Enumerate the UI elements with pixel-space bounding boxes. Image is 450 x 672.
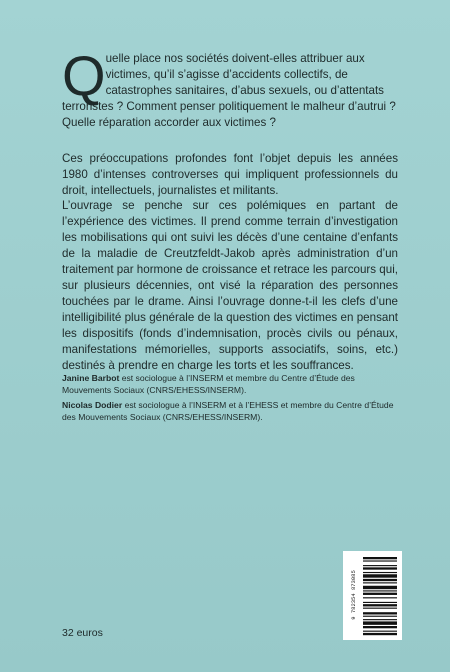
barcode-bar: [363, 567, 397, 569]
barcode-bar: [363, 574, 397, 577]
barcode-bar: [363, 602, 397, 603]
price: 32 euros: [62, 627, 103, 639]
author-name-2: Nicolas Dodier: [62, 400, 123, 410]
barcode-digits: 9 782354 873085: [350, 570, 357, 620]
intro-text: uelle place nos sociétés doivent-elles attribuer aux victimes, qu’il s’agisse d’accidents collectifs, de catastrophes sanitaires, d’abus sexuels, ou d’attentats terroristes ? Comment penser politiquement le malheur d’autrui ? Quelle réparation accorder aux victimes ?: [62, 52, 396, 129]
author-desc-1: est sociologue à l’INSERM et membre du Centre d’Étude des Mouvements Sociaux (CNRS/EHESS/INSERM).: [62, 373, 355, 395]
barcode-bar: [363, 590, 397, 591]
barcode-bar: [363, 626, 397, 628]
barcode-bar: [363, 608, 397, 609]
barcode-bar: [363, 604, 397, 606]
barcode-bar: [363, 619, 397, 620]
author-bio-1: [62, 373, 402, 396]
barcode-bar: [363, 593, 397, 595]
barcode-bar: [363, 582, 397, 583]
barcode-bar: [363, 572, 397, 573]
author-desc-2: est sociologue à l’INSERM et à l’EHESS et membre du Centre d’Étude des Mouvements Sociaux (CNRS/EHESS/INSERM).: [62, 400, 394, 422]
barcode-graphic: [343, 551, 402, 640]
barcode-bar: [363, 586, 397, 589]
barcode-bar: [363, 565, 397, 566]
barcode-bar: [363, 631, 397, 632]
isbn-barcode: [343, 551, 402, 640]
barcode-bar: [363, 560, 397, 561]
barcode-bar: [363, 612, 397, 614]
barcode-bar: [363, 597, 397, 598]
author-name-1: Janine Barbot: [62, 373, 120, 383]
barcode-bar: [363, 579, 397, 581]
paragraph-controversies: Ces préoccupations profondes font l’objet depuis les années 1980 d’intenses controverses qui impliquent professionnels du droit, intellectuels, journalistes et militants.: [62, 152, 398, 197]
barcode-bar: [363, 616, 397, 617]
barcode-bar: [363, 633, 397, 635]
intro-paragraph: [62, 44, 398, 131]
barcode-bar: [363, 557, 397, 559]
drop-cap: Q: [62, 44, 106, 107]
paragraph-book-summary: L’ouvrage se penche sur ces polémiques en partant de l’expérience des victimes. Il prend comme terrain d’investigation les mobilisations qui ont suivi les décès d’une centaine d’enfants de la maladie de Creutzfeldt-Jakob après administration d’un traitement par hormone de croissance et retrace les parcours qui, sur plusieurs décennies, ont visé la réparation des personnes touchées par le drame. Ainsi l’ouvrage donne-t-il les clefs d’une intelligibilité plus générale de la question des victimes en pensant les dispositifs (fonds d’indemnisation, procès civils ou pénaux, manifestations mémorielles, supports associatifs, soins, etc.) destinés à prendre en charge les torts et les souffrances.: [62, 199, 398, 372]
author-bio-2: [62, 400, 402, 423]
barcode-bar: [363, 621, 397, 624]
